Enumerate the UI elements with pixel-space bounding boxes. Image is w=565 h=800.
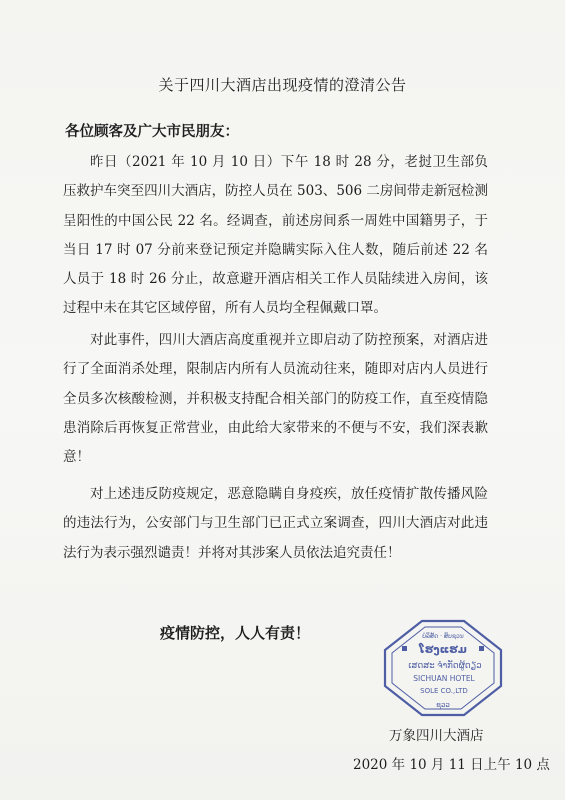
stamp-text-top: ໂຮງແຮມ	[419, 643, 467, 656]
slogan: 疫情防控，人人有责！	[160, 624, 311, 642]
notice-title: 关于四川大酒店出现疫情的澄清公告	[158, 76, 407, 94]
stamp-bottom-text: ຊວວ	[436, 701, 450, 709]
notice-date: 2020 年 10 月 11 日上午 10 点	[353, 757, 550, 773]
stamp-arc-text: ບໍລິສັດ · ສິບຊວນ	[422, 633, 464, 640]
paragraph-incident: 昨日（2021 年 10 月 10 日）下午 18 时 28 分，老挝卫生部负压救护车突至四川大酒店，防控人员在 503、506 二房间带走新冠检测呈阳性的中国公民 22 名。经调查，前述房间系一周姓中国籍男子，于当日 17 时 07 分前来登记预定并隐瞒实际入住人数，随后前述 22 名人员于 18 时 26 分止，故意避开酒店相关工作人员陆续进入房间，该过程中未在其它区域停留，所有人员均全程佩戴口罩。	[63, 154, 488, 317]
salutation: 各位顾客及广大市民朋友：	[65, 123, 239, 140]
company-seal-stamp	[382, 618, 504, 718]
stamp-text-en-1: SICHUAN HOTEL	[413, 674, 475, 683]
paragraph-condemnation: 对上述违反防疫规定，恶意隐瞒自身疫疾，放任疫情扩散传播风险的违法行为，公安部门与卫生部门已正式立案调查，四川大酒店对此违法行为表示强烈谴责！并将对其涉案人员依法追究责任！	[63, 486, 488, 561]
stamp-star-left	[402, 646, 407, 651]
signature-company: 万象四川大酒店	[389, 728, 484, 744]
stamp-text-lao: ເສດສະ ຈຳກັດຜູ້ດຽວ	[408, 661, 482, 671]
stamp-star-right	[479, 646, 484, 651]
stamp-text-en-2: SOLE CO.,LTD	[420, 687, 468, 695]
paragraph-response: 对此事件，四川大酒店高度重视并立即启动了防控预案，对酒店进行了全面消杀处理，限制店内所有人员流动往来，随即对店内人员进行全员多次核酸检测，并积极支持配合相关部门的防疫工作，直至疫情隐患消除后再恢复正常营业，由此给大家带来的不便与不安，我们深表歉意！	[63, 332, 488, 466]
